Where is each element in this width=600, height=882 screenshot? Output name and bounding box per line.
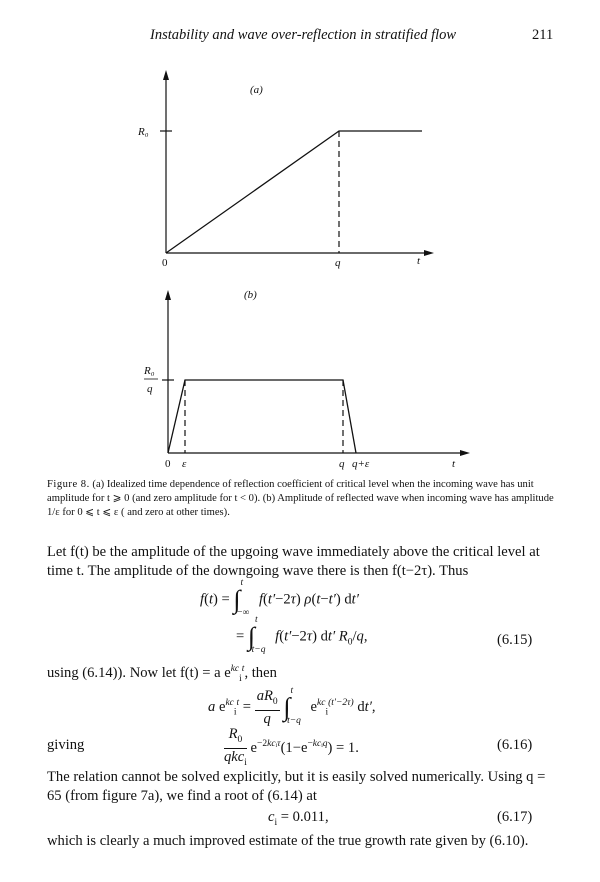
panel-b-y-tick-num: R₀ (144, 365, 155, 377)
equation-6-15-line1: f(t) = ∫$^t_{-\infty}$ f(t′−2τ) ρ(t−t′) dt′ (200, 578, 359, 619)
panel-a-t-label: t (417, 255, 421, 267)
panel-b-q-plus-eps-label: q+ε (352, 458, 370, 470)
panel-b-y-tick-den: q (147, 383, 153, 395)
panel-b-label: (b) (244, 289, 257, 301)
panel-b-t-label: t (452, 458, 456, 470)
page-number: 211 (532, 27, 554, 43)
panel-b-q-label: q (339, 458, 345, 470)
paragraph-2-exponent-t: t (241, 664, 245, 674)
paragraph-2 (47, 660, 555, 689)
equation-number-6-15: (6.15) (497, 632, 533, 648)
panel-b-eps-label: ε (182, 458, 187, 470)
panel-a-label: (a) (250, 84, 263, 96)
equation-6-16: $\frac{R_0}{qkc_i}$ $e^{-2kcᵢ\tau}(1-e^{-kcᵢq}) = 1$. (224, 726, 359, 768)
equation-6-15-line2: = ∫$^t_{t-q}$ f(t′−2τ) dt′ $R_0/q$, (236, 615, 368, 656)
equation-number-6-17: (6.17) (497, 809, 533, 825)
paragraph-2-subscript: i (239, 673, 242, 684)
panel-b-x-arrow (460, 450, 470, 456)
equation-intermediate: a $e^{kc}_i^t$ = $\frac{aR_0}{q}$ ∫$^t_{t-q}$ $e^{kc}_i^{(t'-2\tau)}$ dt′, (208, 685, 376, 727)
panel-b-origin-label: 0 (165, 458, 171, 470)
panel-a-x-arrow (424, 250, 434, 256)
paragraph-2-end: , then (244, 664, 277, 681)
panel-a-curve (166, 131, 422, 253)
panel-b-curve (168, 380, 356, 453)
panel-a-y-tick-label: R₀ (138, 126, 149, 138)
paragraph-2-text: using (6.14)). Now let f(t) = a e (47, 664, 231, 681)
caption-label: Figure 8. (47, 479, 90, 490)
paragraph-3: The relation cannot be solved explicitly, but it is easily solved numerically. Using q = 65 (from figure 7a), we find a root of (6.14) at (47, 769, 546, 804)
equation-6-17: $c_i = 0.011$, (268, 809, 329, 828)
panel-b-y-arrow (165, 290, 171, 300)
figure-caption (47, 478, 557, 520)
panel-a (160, 70, 434, 256)
paragraph-2-exponent: kc (230, 664, 240, 674)
paragraph-4: which is clearly a much improved estimate of the true growth rate given by (6.10). (47, 833, 529, 849)
panel-a-origin-label: 0 (162, 257, 168, 269)
panel-a-y-arrow (163, 70, 169, 80)
panel-a-q-label: q (335, 257, 341, 269)
running-header-title: Instability and wave over-reflection in stratified flow (150, 27, 457, 43)
equation-number-6-16: (6.16) (497, 737, 533, 753)
giving-label: giving (47, 737, 85, 753)
panel-b (162, 290, 470, 456)
caption-text: (a) Idealized time dependence of reflection coefficient of critical level when the incoming wave has unit amplitude for t ⩾ 0 (and zero amplitude for t < 0). (b) Amplitude of reflected wave when incoming wave has amplitude 1/ε for 0 ⩽ t ⩽ ε ( and zero at other times). (47, 479, 554, 518)
paragraph-1: Let f(t) be the amplitude of the upgoing wave immediately above the critical level at time t. The amplitude of the downgoing wave there is then f(t−2τ). Thus (47, 544, 540, 579)
